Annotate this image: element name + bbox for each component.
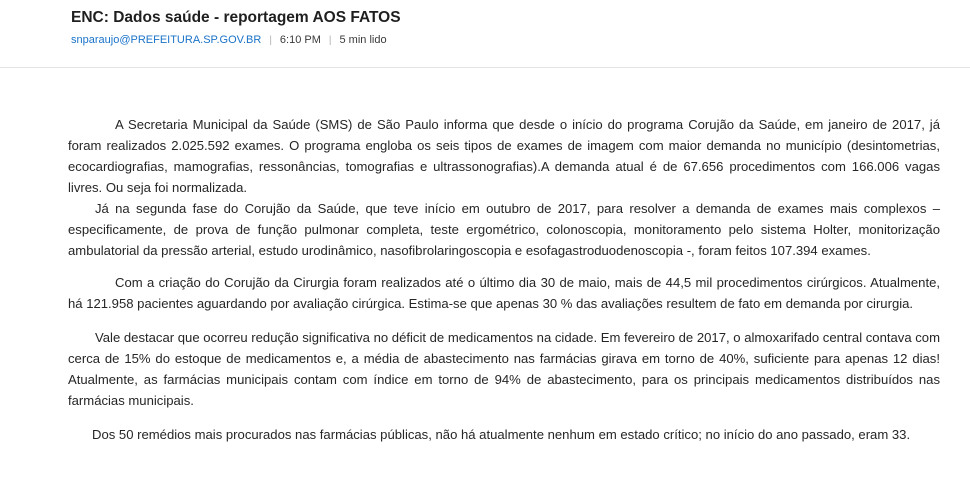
body-paragraph: Dos 50 remédios mais procurados nas farmácias públicas, não há atualmente nenhum em estado crítico; no início do ano passado, eram 33. xyxy=(92,427,911,442)
email-header xyxy=(0,0,970,68)
body-paragraph: Com a criação do Corujão da Cirurgia foram realizados até o último dia 30 de maio, mais de 44,5 mil procedimentos cirúrgicos. Atualmente, há 121.958 pacientes aguardando por avaliação cirúrgica. Estima-se que apenas 30 % das avaliações resultem de fato em demanda por cirurgia. xyxy=(68,275,940,311)
body-paragraph: A Secretaria Municipal da Saúde (SMS) de São Paulo informa que desde o início do programa Corujão da Saúde, em janeiro de 2017, já foram realizados 2.025.592 exames. O programa engloba os seis tipos de exames de imagem com maior demanda no município (desintometrias, ecocardiografias, mamografias, ressonâncias, tomografias e ultrassonografias).A demanda atual é de 67.656 procedimentos com 166.006 vagas livres. Ou seja foi normalizada. xyxy=(68,117,940,195)
read-time: 5 min lido xyxy=(339,34,387,46)
email-meta xyxy=(71,34,387,46)
body-paragraph: Já na segunda fase do Corujão da Saúde, que teve início em outubro de 2017, para resolver a demanda de exames mais complexos – especificamente, de prova de função pulmonar completa, teste ergométrico, colonoscopia, monitoramento pelo sistema Holter, monitorização ambulatorial da pressão arterial, estudo urodinâmico, nasofibrolaringoscopia e esofagastroduodenoscopia -, foram feitos 107.394 exames. xyxy=(68,201,940,258)
meta-separator: | xyxy=(269,34,272,46)
email-body xyxy=(68,114,940,445)
sender-link[interactable]: snparaujo@PREFEITURA.SP.GOV.BR xyxy=(71,34,262,46)
sent-time: 6:10 PM xyxy=(279,34,321,46)
meta-separator: | xyxy=(328,34,332,46)
body-paragraph: Vale destacar que ocorreu redução significativa no déficit de medicamentos na cidade. Em fevereiro de 2017, o almoxarifado central contava com cerca de 15% do estoque de medicamentos e, a média de abastecimento nas farmácias girava em torno de 40%, suficiente para apenas 12 dias! Atualmente, as farmácias municipais contam com índice em torno de 94% de abastecimento, para os principais medicamentos distribuídos nas farmácias municipais. xyxy=(68,330,940,408)
email-subject: ENC: Dados saúde - reportagem AOS FATOS xyxy=(71,9,401,26)
